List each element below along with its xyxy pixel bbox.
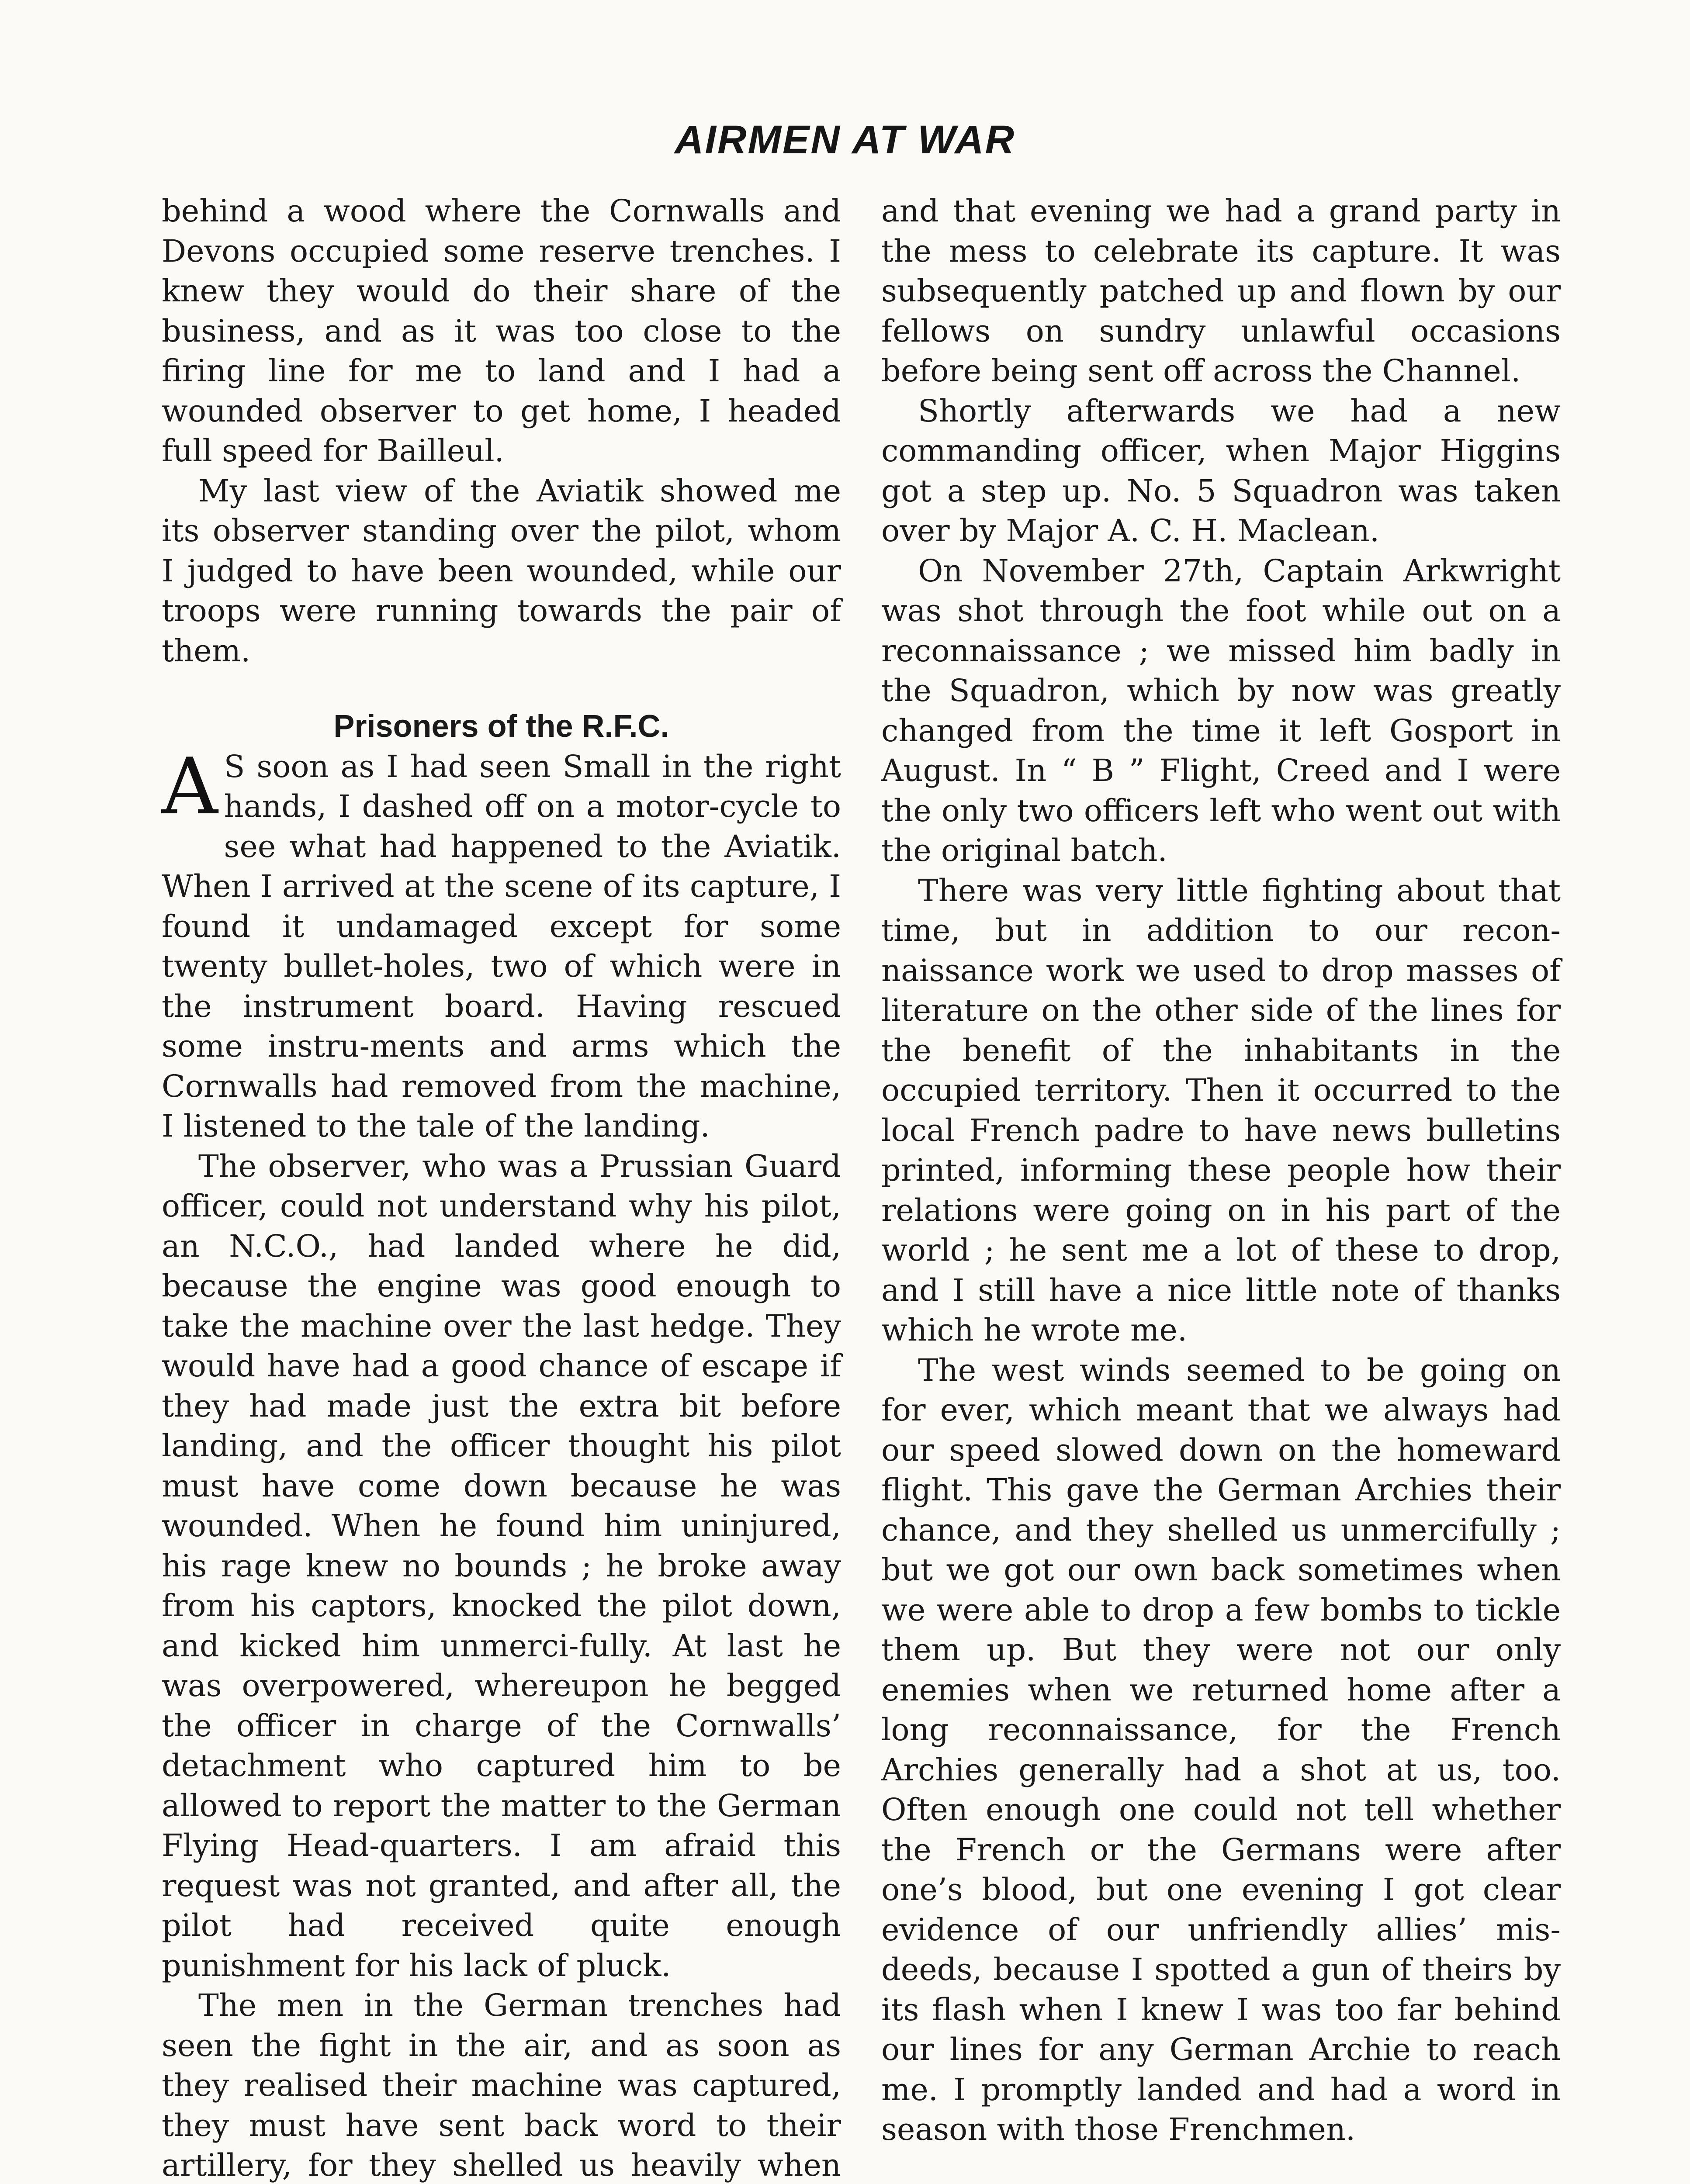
paragraph: The observer, who was a Prussian Guard officer, could not understand why his pilot, an N.C.O., had landed where he did, because the engine was good enough to take the machine over the last hedge. They would have had a good chance of escape if they had made just the extra bit before landing, and the officer thought his pilot must have come down because he was wounded. When he found him uninjured, his rage knew no bounds ; he broke away from his captors, knocked the pilot down, and kicked him unmerci-fully. At last he was overpowered, whereupon he begged the officer in charge of the Cornwalls’ detachment who captured him to be allowed to report the matter to the German Flying Head-quarters. I am afraid this request was not granted, and after all, the pilot had received quite enough punishment for his lack of pluck.	[162, 1148, 841, 1984]
paragraph: The west winds seemed to be going on for ever, which meant that we always had our speed slowed down on the homeward flight. This gave the German Archies their chance, and they shelled us unmercifully ; but we got our own back sometimes when we were able to drop a few bombs to tickle them up. But they were not our only enemies when we returned home after a long reconnaissance, for the French Archies generally had a shot at us, too. Often enough one could not tell whether the French or the Germans were after one’s blood, but one evening I got clear evidence of our unfriendly allies’ mis-deeds, because I spotted a gun of theirs by its flash when I knew I was too far behind our lines for any German Archie to reach me. I promptly landed and had a word in season with those Frenchmen.	[881, 1352, 1561, 2147]
paragraph: There was very little fighting about that time, but in addition to our recon-naissance work we used to drop masses of literature on the other side of the lines for the benefit of the inhabitants in the occupied territory. Then it occurred to the local French padre to have news bulletins printed, informing these people how their relations were going on in his part of the world ; he sent me a lot of these to drop, and I still have a nice little note of thanks which he wrote me.	[881, 872, 1561, 1348]
right-column	[881, 191, 1561, 2150]
paragraph: and that evening we had a grand party in the mess to celebrate its capture. It was subsequently patched up and flown by our fellows on sundry unlawful occasions before being sent off across the Channel.	[881, 193, 1561, 389]
paragraph-with-drop-cap	[162, 741, 841, 1147]
drop-cap: A	[162, 741, 218, 832]
paragraph: My last view of the Aviatik showed me its observer standing over the pilot, whom I judged to have been wounded, while our troops were running towards the pair of them.	[162, 473, 841, 669]
running-title: AIRMEN AT WAR	[674, 117, 1016, 162]
paragraph: On November 27th, Captain Arkwright was shot through the foot while out on a reconnaissance ; we missed him badly in the Squadron, which by now was greatly changed from the time it left Gosport in August. In “ B ” Flight, Creed and I were the only two officers left who went out with the original batch.	[881, 553, 1561, 868]
left-column	[162, 191, 841, 2184]
drop-cap-paragraph-text: S soon as I had seen Small in the right hands, I dashed off on a motor-cycle to see what had happened to the Aviatik. When I arrived at the scene of its capture, I found it undamaged except for some twenty bullet-holes, two of which were in the instrument board. Having rescued some instru-ments and arms which the Cornwalls had removed from the machine, I listened to the tale of the landing.	[162, 748, 841, 1144]
section-heading: Prisoners of the R.F.C.	[333, 709, 669, 744]
paragraph: The men in the German trenches had seen the fight in the air, and as soon as they realised their machine was captured, they must have sent back word to their artillery, for they shelled us heavily when	[162, 1987, 841, 2183]
paragraph: Shortly afterwards we had a new commanding officer, when Major Higgins got a step up. No. 5 Squadron was taken over by Major A. C. H. Maclean.	[881, 393, 1561, 549]
paragraph: behind a wood where the Cornwalls and Devons occupied some reserve trenches. I knew they would do their share of the business, and as it was too close to the firing line for me to land and I had a wounded observer to get home, I headed full speed for Bailleul.	[162, 193, 841, 469]
